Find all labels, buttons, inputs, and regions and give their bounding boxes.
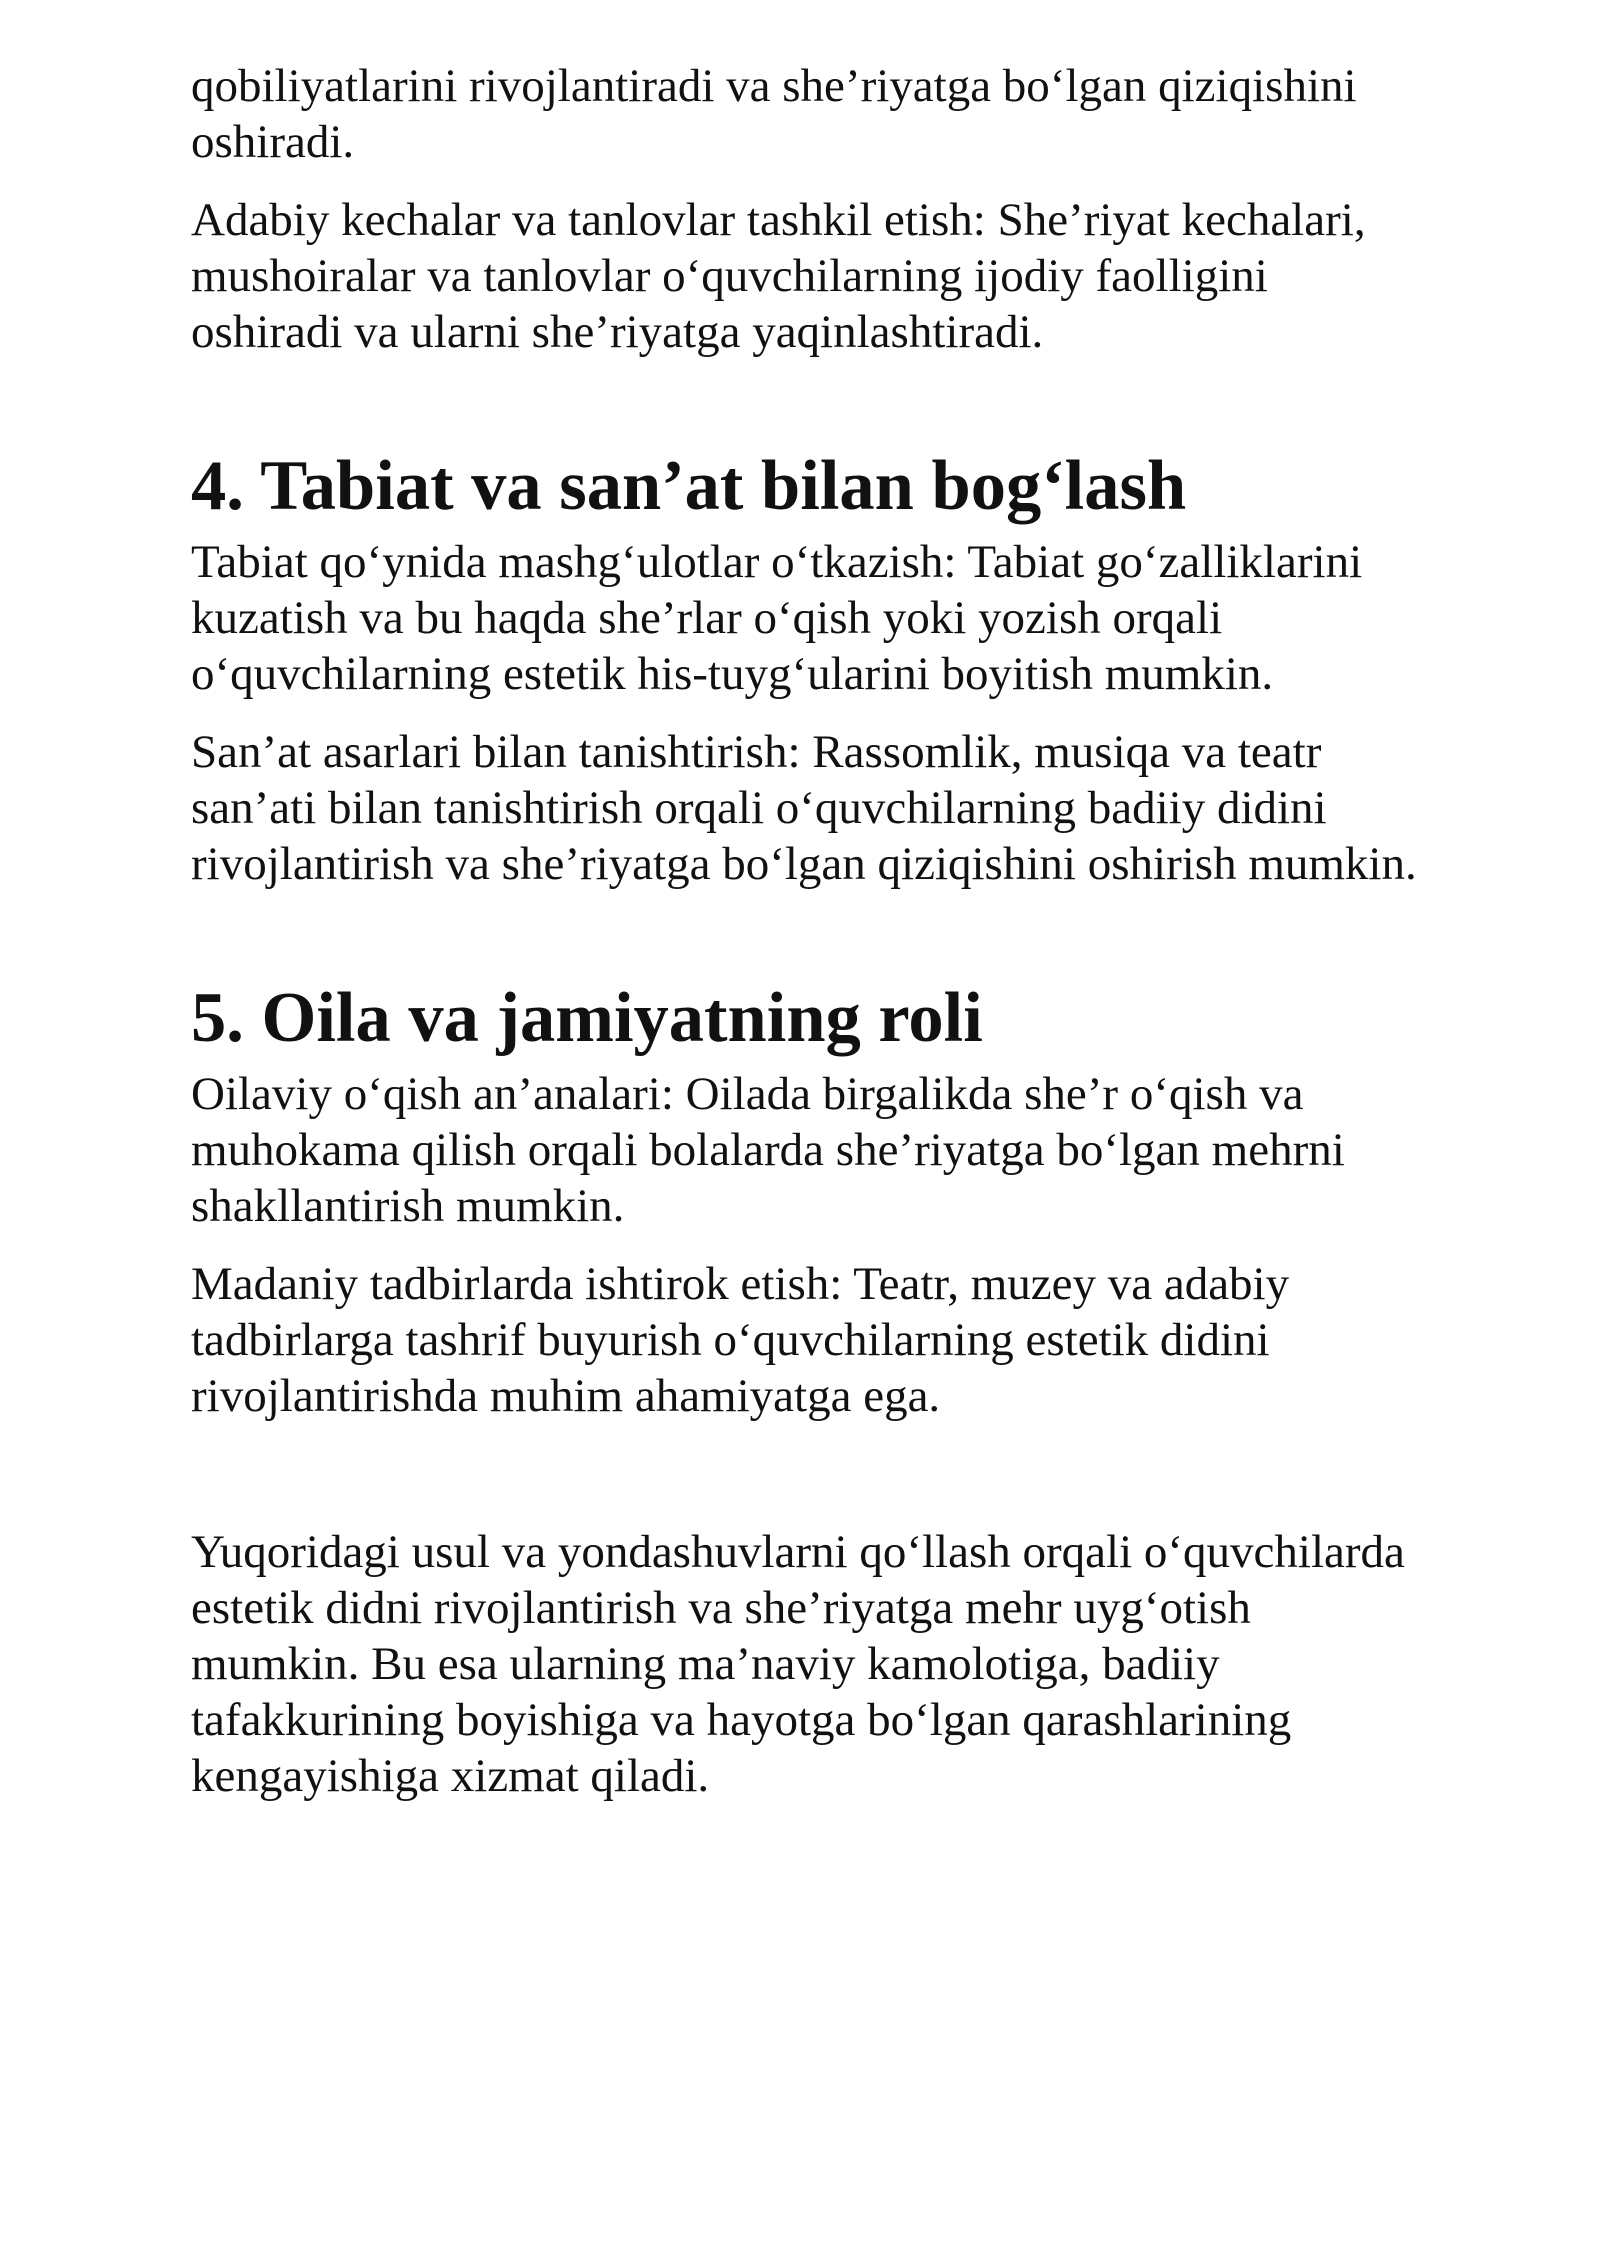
intro-block — [191, 58, 1481, 360]
paragraph: San’at asarlari bilan tanishtirish: Rassomlik, musiqa va teatr san’ati bilan tanishtirish orqali o‘quvchilarning badiiy didini rivojlantirish va she’riyatga bo‘lgan qiziqishini oshirish mumkin. — [191, 726, 1417, 890]
paragraph: Oilaviy o‘qish an’analari: Oilada birgalikda she’r o‘qish va muhokama qilish orqali bolalarda she’riyatga bo‘lgan mehrni shakllantirish mumkin. — [191, 1068, 1345, 1232]
section-5 — [191, 979, 1481, 1424]
paragraph: qobiliyatlarini rivojlantiradi va she’riyatga bo‘lgan qiziqishini oshiradi. — [191, 60, 1357, 168]
section-heading: 4. Tabiat va san’at bilan bog‘lash — [191, 447, 1187, 525]
paragraph: Madaniy tadbirlarda ishtirok etish: Teatr, muzey va adabiy tadbirlarga tashrif buyurish o‘quvchilarning estetik didini rivojlantirishda muhim ahamiyatga ega. — [191, 1258, 1290, 1422]
paragraph: Tabiat qo‘ynida mashg‘ulotlar o‘tkazish: Tabiat go‘zalliklarini kuzatish va bu haqda she’rlar o‘qish yoki yozish orqali o‘quvchilarning estetik his-tuyg‘ularini boyitish mumkin. — [191, 536, 1363, 700]
conclusion-paragraph: Yuqoridagi usul va yondashuvlarni qo‘llash orqali o‘quvchilarda estetik didni rivojlantirish va she’riyatga mehr uyg‘otish mumkin. Bu esa ularning ma’naviy kamolotiga, badiiy tafakkurining boyishiga va hayotga bo‘lgan qarashlarining kengayishiga xizmat qiladi. — [191, 1526, 1405, 1802]
section-heading: 5. Oila va jamiyatning roli — [191, 979, 983, 1057]
document-page — [191, 58, 1481, 1826]
conclusion-block — [191, 1524, 1481, 1804]
paragraph: Adabiy kechalar va tanlovlar tashkil etish: She’riyat kechalari, mushoiralar va tanlovlar o‘quvchilarning ijodiy faolligini oshiradi va ularni she’riyatga yaqinlashtiradi. — [191, 194, 1366, 358]
section-4 — [191, 447, 1481, 892]
